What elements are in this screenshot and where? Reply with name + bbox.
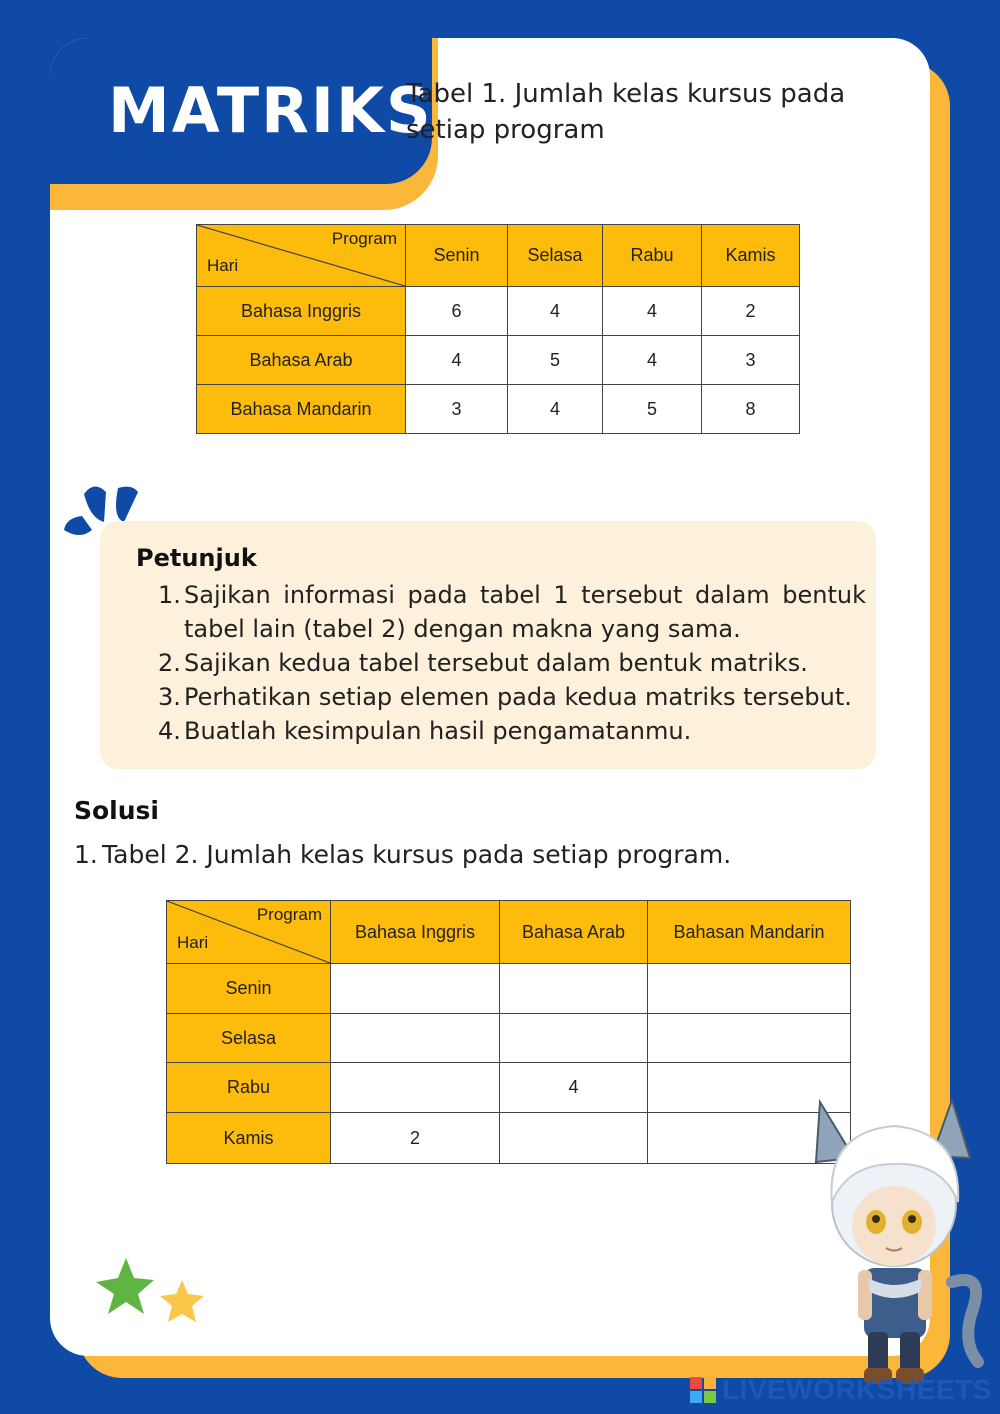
list-item-number: 1. [158,581,181,609]
table1-cell: 4 [603,336,702,385]
table1-row-label: Bahasa Mandarin [197,385,406,434]
hint-title: Petunjuk [136,544,257,572]
table1-cell: 3 [406,385,508,434]
table2-answer-cell[interactable] [331,1063,500,1113]
table1-corner-program: Program [331,229,397,248]
table1-cell: 3 [702,336,800,385]
table-row [167,1063,851,1113]
table-row [197,336,800,385]
solution-item-number: 1. [74,840,98,869]
chibi-mascot-icon [802,1092,986,1388]
table1-row-label: Bahasa Arab [197,336,406,385]
list-item-text: Buatlah kesimpulan hasil pengamatanmu. [184,717,692,745]
list-item-number: 3. [158,683,181,711]
table-row [167,1113,851,1164]
solution-title: Solusi [74,796,159,825]
table2-row-label: Rabu [167,1063,331,1113]
table1-col-header: Senin [406,225,508,287]
table2-answer-cell[interactable] [500,964,648,1014]
logo-square-v [690,1391,702,1403]
table1-col-header: Kamis [702,225,800,287]
list-item [158,680,866,714]
liveworksheets-logo[interactable] [690,1374,992,1406]
solution-item [74,840,731,869]
solution-item-text: Tabel 2. Jumlah kelas kursus pada setiap program. [102,840,732,869]
table-row [167,964,851,1014]
logo-square-l [690,1377,702,1389]
table2-corner-hari: Hari [177,933,209,952]
table2-answer-cell[interactable] [331,1014,500,1063]
list-item-text: Perhatikan setiap elemen pada kedua matriks tersebut. [184,683,852,711]
table-row [167,1014,851,1063]
title-box [50,38,432,184]
page-title: MATRIKS [108,74,433,147]
table1-col-header: Selasa [508,225,603,287]
table2-row-label: Senin [167,964,331,1014]
list-item-number: 2. [158,649,181,677]
table-row [197,287,800,336]
table1-cell: 4 [508,385,603,434]
table2-row-label: Kamis [167,1113,331,1164]
table2-cell: 4 [500,1063,648,1113]
table2-answer-cell[interactable] [500,1014,648,1063]
table2-col-header: Bahasa Arab [500,901,648,964]
table1-cell: 6 [406,287,508,336]
table1-cell: 5 [603,385,702,434]
table2-header-row [167,901,851,964]
list-item-text: Sajikan informasi pada tabel 1 tersebut dalam bentuk tabel lain (tabel 2) dengan makna yang sama. [184,581,866,643]
table2-row-label: Selasa [167,1014,331,1063]
table1-cell: 4 [603,287,702,336]
table2-answer-cell[interactable] [500,1113,648,1164]
list-item-text: Sajikan kedua tabel tersebut dalam bentuk matriks. [184,649,808,677]
table2-corner-program: Program [256,905,322,924]
table1-corner-hari: Hari [207,256,239,275]
table1-caption: Tabel 1. Jumlah kelas kursus pada setiap program [406,79,846,145]
table1-cell: 4 [406,336,508,385]
table1-header-row [197,225,800,287]
table1-col-header: Rabu [603,225,702,287]
table2-col-header: Bahasa Inggris [331,901,500,964]
table2-corner-cell [167,901,331,964]
liveworksheets-brand: LIVEWORKSHEETS [722,1374,992,1405]
table1-corner-cell [197,225,406,287]
table1-cell: 8 [702,385,800,434]
logo-square-i [704,1377,716,1389]
logo-squares-icon [690,1377,716,1403]
list-item [158,578,866,646]
list-item-number: 4. [158,717,181,745]
list-item [158,646,866,680]
table-row [197,385,800,434]
table1-cell: 5 [508,336,603,385]
logo-square-e [704,1391,716,1403]
table1-row-label: Bahasa Inggris [197,287,406,336]
list-item [158,714,866,748]
hint-list [158,578,866,748]
table1-cell: 4 [508,287,603,336]
table1 [196,224,800,434]
table2-answer-cell[interactable] [648,964,851,1014]
table2 [166,900,851,1164]
table2-answer-cell[interactable] [331,964,500,1014]
table2-answer-cell[interactable] [648,1014,851,1063]
table2-cell: 2 [331,1113,500,1164]
stars-decoration-icon [92,1256,218,1336]
table1-cell: 2 [702,287,800,336]
table2-col-header: Bahasan Mandarin [648,901,851,964]
